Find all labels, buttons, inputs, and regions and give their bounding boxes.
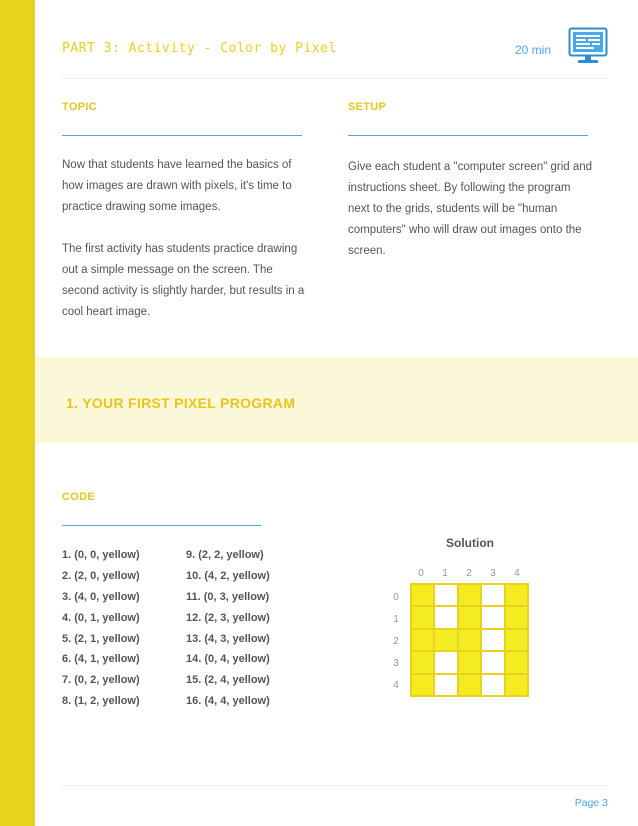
- pixel-cell: [481, 629, 504, 651]
- pixel-cell: [434, 629, 457, 651]
- code-line: 4. (0, 1, yellow): [62, 611, 140, 624]
- footer-divider: [62, 785, 608, 786]
- code-line: 10. (4, 2, yellow): [186, 569, 270, 582]
- setup-heading: SETUP: [348, 101, 387, 113]
- pixel-cell: [481, 606, 504, 628]
- page-title: PART 3: Activity - Color by Pixel: [62, 41, 337, 56]
- pixel-cell: [411, 674, 434, 696]
- solution-pixel-grid: [410, 583, 529, 697]
- pixel-cell: [505, 674, 528, 696]
- pixel-cell: [458, 629, 481, 651]
- pixel-cell: [411, 584, 434, 606]
- pixel-cell: [434, 651, 457, 673]
- code-line: 16. (4, 4, yellow): [186, 695, 270, 708]
- pixel-cell: [458, 606, 481, 628]
- pixel-cell: [505, 606, 528, 628]
- code-line: 5. (2, 1, yellow): [62, 632, 140, 645]
- code-line: 13. (4, 3, yellow): [186, 632, 270, 645]
- setup-rule: [348, 135, 588, 136]
- grid-column-label: 1: [442, 568, 448, 579]
- pixel-cell: [434, 584, 457, 606]
- grid-row-label: 3: [393, 658, 399, 669]
- side-accent-bar: [0, 0, 35, 826]
- duration-label: 20 min: [514, 43, 551, 57]
- code-line: 15. (2, 4, yellow): [186, 674, 270, 687]
- pixel-cell: [505, 651, 528, 673]
- header-divider: [62, 78, 608, 79]
- code-line: 14. (0, 4, yellow): [186, 653, 270, 666]
- pixel-cell: [458, 651, 481, 673]
- code-line: 1. (0, 0, yellow): [62, 549, 140, 561]
- code-list-2: [186, 545, 270, 712]
- code-rule: [62, 525, 261, 526]
- code-line: 12. (2, 3, yellow): [186, 611, 270, 624]
- code-list-1: [62, 545, 140, 712]
- grid-row-label: 4: [393, 680, 399, 691]
- pixel-cell: [411, 651, 434, 673]
- code-line: 11. (0, 3, yellow): [186, 590, 270, 603]
- code-line: 9. (2, 2, yellow): [186, 549, 264, 561]
- topic-rule: [62, 135, 302, 136]
- code-line: 7. (0, 2, yellow): [62, 674, 140, 687]
- solution-title: Solution: [446, 536, 494, 550]
- pixel-cell: [434, 674, 457, 696]
- grid-column-label: 3: [490, 568, 496, 579]
- pixel-cell: [458, 674, 481, 696]
- pixel-cell: [481, 584, 504, 606]
- computer-screen-icon: [568, 27, 608, 65]
- setup-paragraph: Give each student a "computer screen" grid and instructions sheet. By following the program next to the grids, students will be "human computers" who will draw out images onto the screen.: [348, 161, 593, 257]
- topic-heading: TOPIC: [62, 101, 97, 113]
- grid-column-label: 2: [466, 568, 472, 579]
- code-line: 6. (4, 1, yellow): [62, 653, 140, 666]
- grid-row-label: 1: [393, 614, 399, 625]
- pixel-cell: [434, 606, 457, 628]
- grid-row-label: 2: [393, 636, 399, 647]
- pixel-cell: [505, 629, 528, 651]
- pixel-cell: [411, 629, 434, 651]
- topic-paragraph-1: Now that students have learned the basics of how images are drawn with pixels, it's time to practice drawing some images.: [62, 159, 292, 213]
- grid-column-label: 0: [418, 568, 424, 579]
- pixel-cell: [505, 584, 528, 606]
- pixel-cell: [458, 584, 481, 606]
- pixel-cell: [481, 651, 504, 673]
- section-title: 1. YOUR FIRST PIXEL PROGRAM: [66, 395, 296, 411]
- code-heading: CODE: [62, 491, 95, 503]
- code-line: 2. (2, 0, yellow): [62, 569, 140, 582]
- code-line: 8. (1, 2, yellow): [62, 695, 140, 708]
- grid-row-label: 0: [393, 592, 399, 603]
- page-number: Page 3: [574, 797, 608, 809]
- code-line: 3. (4, 0, yellow): [62, 590, 140, 603]
- topic-paragraph-2: The first activity has students practice drawing out a simple message on the screen. The second activity is slightly harder, but results in a cool heart image.: [62, 243, 305, 318]
- grid-column-label: 4: [514, 568, 520, 579]
- pixel-cell: [411, 606, 434, 628]
- pixel-cell: [481, 674, 504, 696]
